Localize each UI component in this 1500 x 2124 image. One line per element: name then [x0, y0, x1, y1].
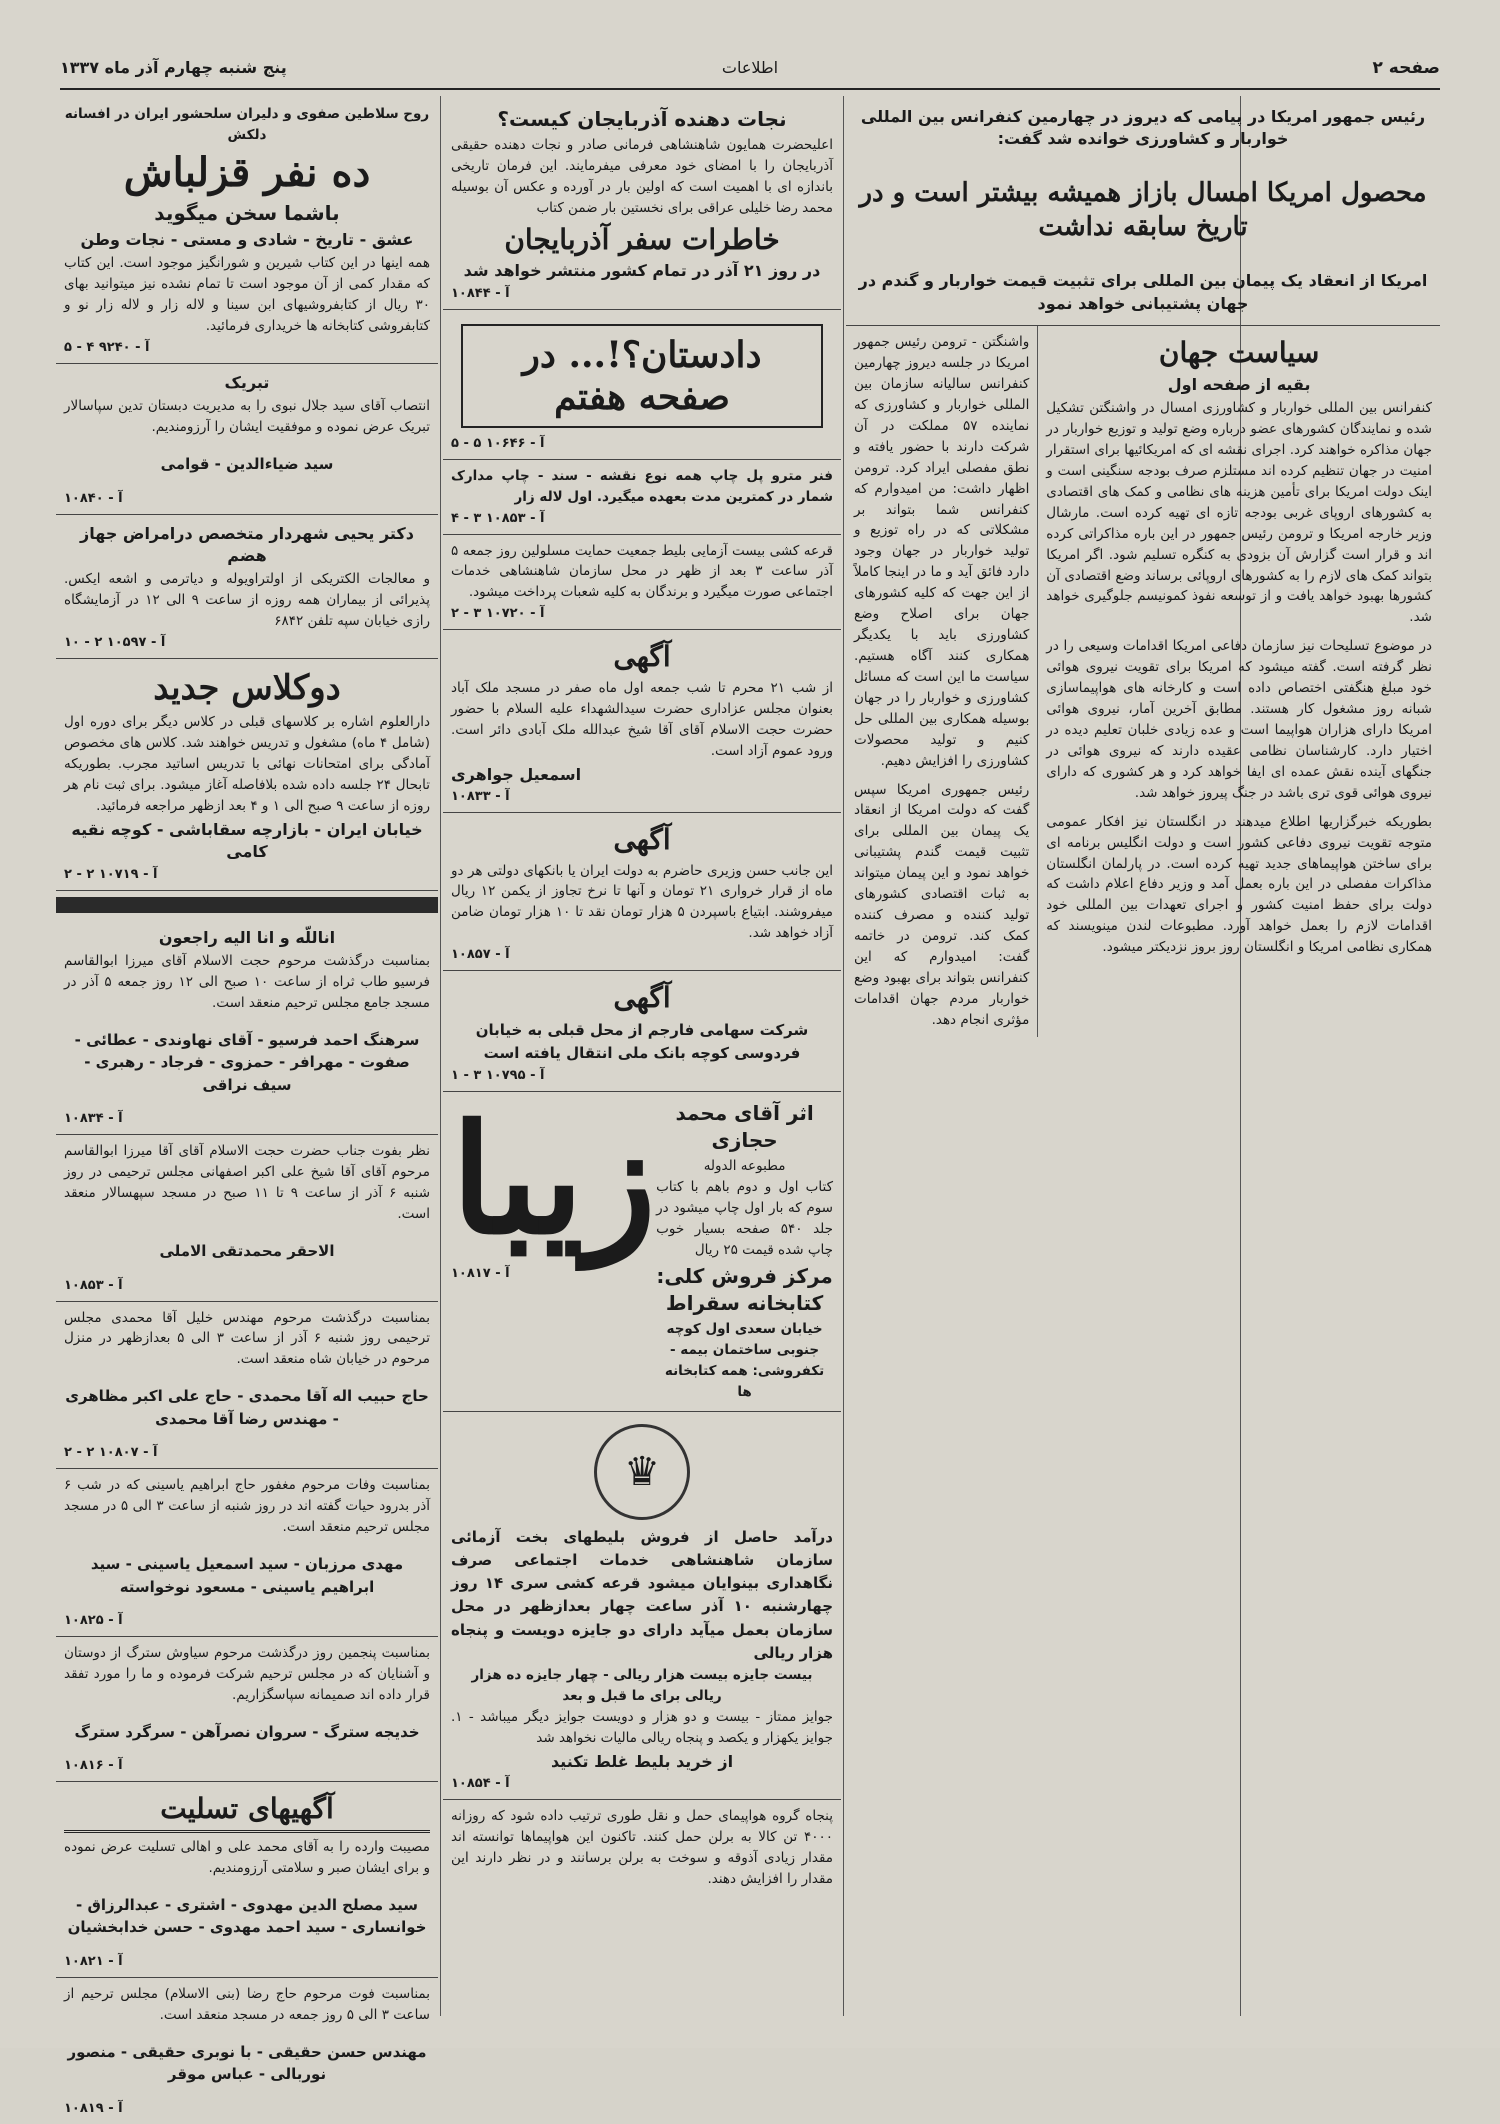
notice-signature: اسمعیل جواهری	[451, 764, 582, 784]
ad-code: آ - ۱۰۸۱۶	[64, 1758, 123, 1774]
congratulation-title: تبریک	[224, 372, 270, 392]
world-title: سیاست جهان	[1158, 336, 1320, 370]
ad-code: آ - ۱۰۷۲۰ ۳ - ۲	[451, 606, 545, 622]
book-and-logo-row	[443, 1092, 841, 1411]
obituary-ad	[56, 919, 438, 1136]
ad-code: آ - ۱۰۸۵۳	[64, 1277, 123, 1293]
ad-code: آ - ۱۰۸۵۷	[451, 947, 510, 963]
condolence-2	[56, 1978, 438, 2124]
lead-headline: محصول امریکا امسال بازاز همیشه بیشتر است و در تاریخ سابقه نداشت	[859, 177, 1427, 242]
ad-code: آ - ۱۰۸۰۷ ۲ - ۲	[64, 1445, 158, 1461]
memorial-text: بمناسبت وفات مرحوم مغفور حاج ابراهیم یاسینی که در شب ۶ آذر بدرود حیات گفته اند در روز شنبه از ساعت ۳ الی ۵ در مسجد مجلس ترحیم منعقد است.	[64, 1477, 430, 1536]
ad-code: آ - ۱۰۸۵۳ ۳ - ۴	[451, 510, 545, 526]
book-ad-store: مرکز فروش کلی: کتابخانه سقراط	[656, 1263, 833, 1315]
page-number: صفحه ۲	[1372, 58, 1440, 78]
masthead	[60, 52, 1440, 90]
notice-mosque	[443, 630, 841, 813]
azerbaijan-book-title: خاطرات سفر آذربایجان	[504, 222, 780, 256]
notice-title: آگهی	[613, 640, 671, 674]
printing-ad	[443, 460, 841, 535]
ad-code: آ - ۱۰۸۲۱	[64, 1953, 123, 1969]
qizilbash-tags: عشق - تاریخ - شادی و مستی - نجات وطن	[80, 229, 414, 249]
notice-grain	[443, 813, 841, 971]
charity-lottery-ad	[443, 1412, 841, 1801]
notice-text: این جانب حسن وزیری حاضرم به دولت ایران یا بانکهای دولتی هر دو ماه از قرار خرواری ۲۱ تومان و آنها تا نرخ تجاوز از یکمن ۱۲ ریال میفروشند. ابتیاع باسپردن ۵ هزار تومان نقد تا ۱۰ هزار تومان ضامن آزاد خواهد شد.	[451, 862, 833, 942]
classes-title: دوکلاس جدید	[153, 668, 341, 709]
memorial-text: بمناسبت پنجمین روز درگذشت مرحوم سیاوش سترگ از دوستان و آشنایان که در مجلس ترحیم شرکت فرموده و ما را مورد تفقد قرار داده اند صمیمانه سپاسگزاریم.	[64, 1645, 430, 1703]
ad-code: آ - ۱۰۸۱۹	[64, 2100, 123, 2116]
lead-body-column	[846, 326, 1037, 1036]
condolence-text: مصیبت وارده را به آقای محمد علی و اهالی تسلیت عرض نموده و برای ایشان صبر و سلامتی آرزومندیم.	[64, 1838, 430, 1876]
logo-ad	[451, 1092, 657, 1402]
world-body-3: بطوریکه خبرگزاریها اطلاع میدهند در انگلستان نیز افکار عمومی متوجه تقویت نیروی دفاعی کشور است و دولت انگلیس برنامه ای برای ساختن هواپیماهای جدید تهیه کرده است. در پارلمان انگلستان مذاکرات مفصلی در این باره بعمل آمد و وزیر دفاع اعلام داشت که دولت برای حفظ امنیت کشور و اجرای تعهدات بین المللی خود اقدامات لازم را بعمل خواهد آورد. مطبوعات لندن مینویسند که همکاری نظامی امریکا و انگلستان روز بروز نزدیکتر میشود.	[1046, 813, 1432, 956]
column-divider	[843, 96, 844, 2016]
center-column	[443, 98, 841, 2028]
memorial-names: مهدی مرزبان - سید اسمعیل یاسینی - سید ابراهیم یاسینی - مسعود نوخواسته	[90, 1555, 404, 1596]
memorial-2	[56, 1302, 438, 1470]
qizilbash-book-ad	[56, 98, 438, 364]
memorial-text: نظر بفوت جناب حضرت حجت الاسلام آقای آقا میرزا ابوالقاسم مرحوم آقای آقا شیخ علی اکبر اصفهانی مجلس ترحیمی در روز شنبه ۶ آذر از ساعت ۹ تا ۱۱ صبح در مسجد سپهسالار منعقد است.	[64, 1143, 430, 1223]
lottery-warning: از خرید بلیط غلط تکنید	[550, 1751, 734, 1771]
obituary-names: سرهنگ احمد فرسیو - آقای نهاوندی - عطائی - صفوت - مهرافر - حمزوی - فرجاد - رهبری - سیف نراقی	[74, 1030, 420, 1094]
lead-subhead: امریکا از انعقاد یک پیمان بین المللی برای تثبیت قیمت خواربار و گندم در جهان پشتیبانی خواهد نمود	[858, 271, 1428, 313]
memorial-3	[56, 1469, 438, 1637]
qizilbash-sub: باشما سخن میگوید	[154, 200, 340, 225]
book-ad	[656, 1098, 833, 1402]
memorial-1	[56, 1135, 438, 1301]
condolence-section	[56, 1782, 438, 1977]
book-ad-sub: مطبوعه الدوله	[703, 1158, 786, 1175]
center-bottom-article	[443, 1800, 841, 1896]
ziba-logo: زیبا	[451, 1092, 657, 1269]
world-body-2: در موضوع تسلیحات نیز سازمان دفاعی امریکا اقدامات وسیعی را در نظر گرفته است. گفته میشود که امریکا برای تقویت نیروی هوائی خود مبلغ هنگفتی اختصاص داده است و کارخانه های هواپیماسازی شبانه روز مشغول کار هستند. مطابق آخرین آمار، نیروی هوائی امریکا دارای هزاران هواپیما است و عده زیادی خلبان تعلیم دیده در اختیار دارد. کارشناسان نظامی عقیده دارند که نیروی هوائی در جنگهای آینده نقش عمده ای ایفا خواهد کرد و هر کشوری که دارای نیروی هوائی قوی تری باشد در جنگ پیروز خواهد شد.	[1046, 638, 1432, 801]
dadestan-box	[443, 310, 841, 460]
obituary-title: اناللّه و انا الیه راجعون	[158, 927, 336, 947]
lottery-text: درآمد حاصل از فروش بلیطهای بخت آزمائی سازمان شاهنشاهی خدمات اجتماعی صرف نگاهداری بینوایان میشود قرعه کشی سری ۱۴ روز چهارشنبه ۱۰ آذر ساعت چهار بعدازظهر در محل سازمان بعمل میآید دارای دو جایزه دویست و پنجاه هزار ریالی	[451, 1527, 833, 1662]
azerbaijan-headline: نجات دهنده آذربایجان کیست؟	[497, 107, 787, 131]
lead-story	[846, 98, 1440, 326]
qizilbash-title: ده نفر قزلباش	[123, 148, 371, 196]
column-divider	[440, 96, 441, 2016]
qizilbash-text: همه اینها در این کتاب شیرین و شورانگیز موجود است. این کتاب که مقدار کمی از آن موجود است تا تمام نشده نیز میتوانید بهای ۳۰ ریال از کتابفروشیهای ابن سینا و لاله زار و لاله زار نو و کتابفروشی کتابخانه ها خریداری فرمائید.	[64, 255, 430, 334]
memorial-names: خدیجه سترگ - سروان نصرآهن - سرگرد سترگ	[74, 1722, 420, 1741]
ad-code: آ - ۱۰۸۳۴	[64, 1111, 123, 1127]
notice-text: شرکت سهامی فارجم از محل قبلی به خیابان فردوسی کوچه بانک ملی انتقال یافته است	[475, 1020, 809, 1063]
notice-title: آگهی	[613, 981, 671, 1015]
book-ad-address: خیابان سعدی اول کوچه جنوبی ساختمان بیمه - تکفروشی: همه کتابخانه ها	[664, 1320, 825, 1400]
doctor-ad	[56, 515, 438, 660]
dadestan-title: دادستان؟!... در صفحه هفتم	[461, 324, 823, 428]
congratulation-signature: سید ضیاءالدین - قوامی	[160, 455, 334, 474]
lottery-prizes: بیست جایزه بیست هزار ریالی - چهار جایزه ده هزار ریالی برای ما قبل و بعد	[471, 1667, 813, 1705]
azerbaijan-ad	[443, 98, 841, 310]
lead-kicker: رئیس جمهور امریکا در پیامی که دیروز در چهارمین کنفرانس بین المللی خواربار و کشاورزی خوانده شد گفت:	[860, 107, 1426, 149]
ad-code: آ - ۱۰۷۱۹ ۲ - ۲	[64, 866, 158, 882]
world-body-1: کنفرانس بین المللی خواربار و کشاورزی امسال در واشنگتن تشکیل شده و نمایندگان کشورهای عضو درباره وضع تولید و توزیع خواربار در جهان مذاکره خواهند کرد. اجرای نقشه ای که امریکائیها برای استقرار امنیت در جهان تنظیم کرده اند مستلزم صرف بودجه سنگینی است و اینک دولت امریکا برای تأمین هزینه های نظامی و کمک های اقتصادی به کشورهای اروپای غربی بودجه تازه ای تهیه کرده است. مارشال وزیر خارجه امریکا و ترومن رئیس جمهور در این باره مذاکراتی کرده اند و قرار است گزارش آن بزودی به کنگره تسلیم شود. اگر امریکا بتواند کمک های لازم را به کشورهای اروپائی برساند وضع اقتصادی آن کشورها بهبود خواهد یافت و از توسعه نفوذ کمونیسم جلوگیری خواهد شد.	[1046, 400, 1432, 626]
doctor-text: و معالجات الکتریکی از اولتراویوله و دیاترمی و اشعه ایکس. پذیرائی از بیماران همه روزه از ساعت ۹ الی ۱۲ در آزمایشگاه رازی خیابان سپه تلفن ۶۸۴۲	[64, 571, 431, 630]
ad-code: آ - ۱۰۸۲۵	[64, 1613, 123, 1629]
classes-address: خیابان ایران - بازارچه سقاباشی - کوچه نقیه کامی	[71, 819, 423, 862]
paper-name: اطلاعات	[721, 58, 779, 77]
left-column	[56, 98, 438, 2116]
right-column	[846, 98, 1440, 2028]
obituary-text: بمناسبت درگذشت مرحوم حجت الاسلام آقای میرزا ابوالقاسم فرسیو طاب ثراه از ساعت ۱۰ صبح الی ۱۲ روز جمعه ۵ آذر در مسجد جامع مجلس ترحیم منعقد است.	[64, 953, 430, 1011]
condolence-text: بمناسبت فوت مرحوم حاج رضا (بنی الاسلام) مجلس ترحیم از ساعت ۳ الی ۵ روز جمعه در مسجد منعقد است.	[64, 1985, 430, 2023]
ad-code: آ - ۱۰۷۹۵ ۳ - ۱	[451, 1068, 545, 1084]
ad-code: آ - ۱۰۸۴۴	[451, 285, 510, 301]
notice-text: از شب ۲۱ محرم تا شب جمعه اول ماه صفر در مسجد ملک آباد بعنوان مجلس عزاداری حضرت سیدالشهداء علیه السلام با حضور حضرت حجت الاسلام آقای آقا شیخ عبدالله ملک آبادی دائر است. ورود عموم آزاد است.	[451, 679, 834, 759]
ad-code: آ - ۱۰۸۵۴	[451, 1776, 510, 1792]
memorial-4	[56, 1637, 438, 1782]
lottery-draw-text: قرعه کشی بیست آزمایی بلیط جمعیت حمایت مسلولین روز جمعه ۵ آذر ساعت ۳ بعد از ظهر در محل سازمان شاهنشاهی خدمات اجتماعی صورت میگیرد و برندگان به کلیه شعبات پرداخت میشود.	[451, 542, 833, 601]
book-ad-title: اثر آقای محمد حجازی	[675, 1101, 814, 1153]
azerbaijan-date: در روز ۲۱ آذر در تمام کشور منتشر خواهد شد	[463, 261, 821, 281]
memorial-signature: الاحقر محمدتقی الاملی	[159, 1242, 335, 1261]
ad-code: آ - ۱۰۸۱۷	[451, 1266, 510, 1282]
lottery-more: جوایز ممتاز - بیست و دو هزار و دویست جوایز دیگر میباشد - ۱. جوایز یکهزار و یکصد و پنجاه ریالی مالیات نخواهد شد	[451, 1708, 833, 1746]
book-ad-text: کتاب اول و دوم باهم با کتاب سوم که بار اول چاپ میشود در جلد ۵۴۰ صفحه بسیار خوب چاپ شده قیمت ۲۵ ریال	[656, 1179, 833, 1259]
lead-story-body	[846, 326, 1440, 1036]
congratulation-text: انتصاب آقای سید جلال نبوی را به مدیریت دبستان تدین سپاسالار تبریک عرض نموده و موفقیت ایشان را آرزومندیم.	[64, 398, 430, 436]
ad-code: آ - ۱۰۸۴۰	[64, 490, 123, 506]
azerbaijan-text: اعلیحضرت همایون شاهنشاهی فرمانی صادر و نجات دهنده حقیقی آذربایجان را با امضای خود معرفی میفرمایند. این فرمان تاریخی باندازه ای با اهمیت است که اولین بار در آورده و عکس آن بوسیله محمد رضا خلیلی عراقی برای نخستین بار ضمن کتاب	[451, 137, 833, 216]
double-rule	[64, 1830, 430, 1833]
lead-body-2: رئیس جمهوری امریکا سپس گفت که دولت امریکا از انعقاد یک پیمان بین المللی برای تثبیت قیمت گندم پشتیبانی خواهد نمود و این پیمان میتواند به ثبات اقتصادی کشورهای تولید کننده و مصرف کننده کمک کند. ترومن در خاتمه گفت: امیدوارم که این کنفرانس بتواند برای بهبود وضع خواربار مردم جهان اقدامات مؤثری انجام دهد.	[854, 781, 1030, 1028]
center-bottom-text: پنجاه گروه هواپیمای حمل و نقل طوری ترتیب داده شود که روزانه ۴۰۰۰ تن کالا به برلن حمل کنند. تاکنون این هواپیماها توانسته اند مقدار زیادی آذوقه و سوخت به برلن برسانند و در نظر دارند این مقدار را افزایش دهند.	[451, 1808, 833, 1887]
lottery-draw-ad	[443, 535, 841, 631]
classes-text: دارالعلوم اشاره بر کلاسهای قبلی در کلاس دیگر برای دوره اول (شامل ۴ ماه) مشغول و تدریس خواهند شد. کلاس های مخصوص آمادگی برای امتحانات نهائی با تدریس اساتید مجرب. بطوریکه تابحال ۲۴ جلسه داده شده بلافاصله آغاز میشود. برای ثبت نام هر روزه از ساعت ۹ صبح الی ۱ و ۴ بعد ازظهر مراجعه فرمائید.	[64, 714, 430, 814]
printing-text: فنر مترو پل چاپ همه نوع نقشه - سند - چاپ مدارک شمار در کمترین مدت بعهده میگیرد. اول لاله زار	[451, 467, 833, 505]
section-divider-bar	[56, 897, 438, 913]
condolence-title: آگهیهای تسلیت	[160, 1792, 334, 1826]
doctor-title: دکتر یحیی شهردار متخصص درامراض جهاز هضم	[80, 523, 414, 566]
memorial-text: بمناسبت درگذشت مرحوم مهندس خلیل آقا محمدی مجلس ترحیمی روز شنبه ۶ آذر از ساعت ۳ الی ۵ بعدازظهر در منزل مرحوم در خیابان شاه منعقد است.	[64, 1309, 431, 1368]
ad-code: آ - ۱۰۶۴۶ ۵ - ۵	[451, 435, 545, 451]
ad-code: آ - ۱۰۵۹۷ ۲ - ۱۰	[64, 635, 166, 651]
condolence-names: سید مصلح الدین مهدوی - اشتری - عبدالرزاق - خوانساری - سید احمد مهدوی - حسن خدابخشیان	[67, 1895, 427, 1937]
congratulation-ad	[56, 364, 438, 515]
ad-code: آ - ۱۰۸۳۳	[451, 788, 510, 804]
qizilbash-kicker: روح سلاطین صفوی و دلیران سلحشور ایران در افسانه دلکش	[64, 106, 430, 143]
inner-divider	[1037, 326, 1038, 1036]
notice-company	[443, 971, 841, 1092]
condolence-names: مهندس حسن حقیقی - با نوبری حقیقی - منصور نوربالی - عباس موقر	[67, 2042, 427, 2084]
world-subtitle: بقیه از صفحه اول	[1167, 374, 1311, 394]
notice-title: آگهی	[613, 822, 671, 856]
issue-date: پنج شنبه چهارم آذر ماه ۱۳۳۷	[60, 58, 287, 77]
memorial-names: حاج حبیب اله آقا محمدی - حاج علی اکبر مظاهری - مهندس رضا آقا محمدی	[65, 1387, 429, 1428]
lead-body-1: واشنگتن - ترومن رئیس جمهور امریکا در جلسه دیروز چهارمین کنفرانس سالیانه سازمان بین المللی خواربار و کشاورزی که نماینده ۵۷ مملکت در آن شرکت دارند با حضور یافته و نطق مفصلی ایراد کرد. ترومن اظهار داشت: من امیدوارم که کنفرانس شما بتواند بر مشکلاتی که در راه توزیع و تولید خواربار در جهان وجود دارد فائق آید و ما در اینجا کاملاً از این جهت که کلیه کشورهای جهان برای اصلاح وضع کشاورزی باید با یکدیگر همکاری کنند آگاه هستیم. سیاست ما این است که مسائل کشاورزی و خواربار را در جهان بوسیله همکاری بین المللی حل کنیم و تولید محصولات کشاورزی را افزایش دهیم.	[854, 334, 1030, 769]
crown-emblem-icon: ♛	[594, 1424, 690, 1520]
classes-ad	[56, 659, 438, 890]
ad-code: آ - ۹۲۴۰ ۴ - ۵	[64, 339, 150, 355]
world-politics-section	[1038, 326, 1440, 1036]
